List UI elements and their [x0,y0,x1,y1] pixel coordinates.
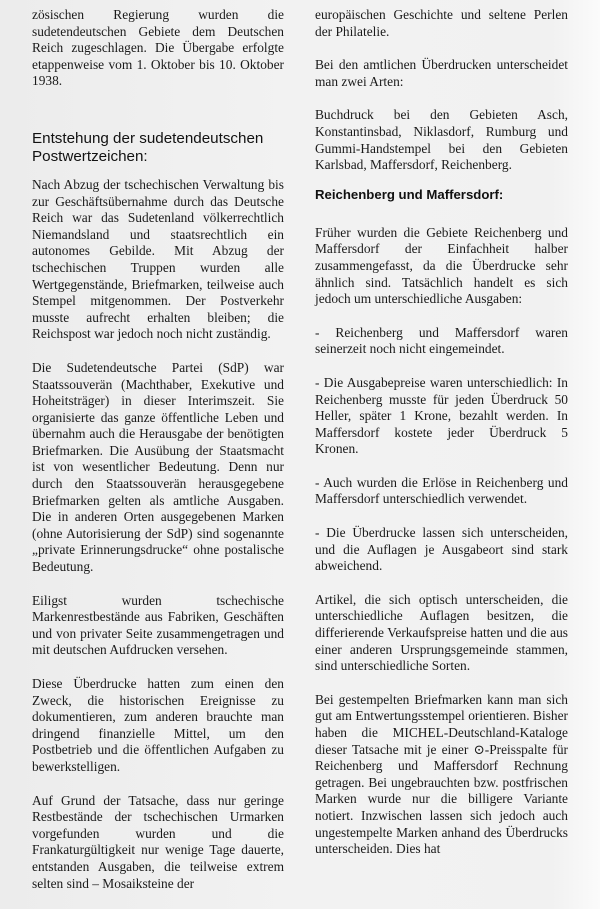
list-item: - Die Überdrucke lassen sich unterscheiden, und die Auflagen je Ausgabeort sind stark abweichend. [315,525,568,574]
paragraph: Die Sudetendeutsche Partei (SdP) war Staatssouverän (Machthaber, Exekutive und Hoheitsträger) in dieser Interimszeit. Sie organisierte das ganze öffentliche Leben und übernahm auch die Herausgabe der benötigten Briefmarken. Die Ausübung der Staatsmacht ist von wesentlicher Bedeutung. Denn nur durch den Staatssouverän herausgegebene Briefmarken gelten als amtliche Ausgaben. Die in anderen Orten ausgegebenen Marken (ohne Autorisierung der SdP) sind sogenannte „private Erinnerungsdrucke“ ohne postalische Bedeutung. [32,359,284,575]
paragraph: europäischen Geschichte und seltene Perlen der Philatelie. [315,7,568,39]
paragraph: Diese Überdrucke hatten zum einen den Zweck, die historischen Ereignisse zu dokumentieren, zum anderen brauchte man dringend finanzielle Mittel, um den Postbetrieb und die öffentlichen Aufgaben zu bewerkstelligen. [32,676,284,774]
paragraph: Bei gestempelten Briefmarken kann man sich gut am Entwertungsstempel orientieren. Bisher haben die MICHEL-Deutschland-Kataloge dieser Tatsache mit je einer ⊙-Preisspalte für Reichenberg und Maffersdorf Rechnung getragen. Bei ungebrauchten bzw. postfrischen Marken wurde nur die billigere Variante notiert. Inzwischen lassen sich jedoch auch ungestempelte Marken anhand des Überdrucks unterscheiden. Dies hat [315,691,568,857]
subheading: Reichenberg und Maffersdorf: [315,186,504,202]
paragraph: Nach Abzug der tschechischen Verwaltung bis zur Geschäftsübernahme durch das Deutsche Reich war das Sudetenland völkerrechtlich Niemandsland und staatsrechtlich ein autonomes Gebilde. Mit Abzug der tschechischen Truppen wurden alle Wertgegenstände, Briefmarken, teilweise auch Stempel mitgenommen. Der Postverkehr musste aufrecht erhalten bleiben; die Reichspost war jedoch noch nicht zuständig. [32,176,284,342]
list-item: - Reichenberg und Maffersdorf waren seinerzeit noch nicht eingemeindet. [315,324,568,357]
paragraph: Eiligst wurden tschechische Markenrestbestände aus Fabriken, Geschäften und von privater Seite zusammengetragen und mit deutschen Aufdrucken versehen. [32,592,284,658]
list-item: - Die Ausgabepreise waren unterschiedlich: In Reichenberg musste für jeden Überdruck 50 Heller, später 1 Krone, bezahlt werden. In Maffersdorf kostete jeder Überdruck 5 Kronen. [315,374,568,457]
right-column [315,0,568,875]
left-column [32,0,284,909]
paragraph: Auf Grund der Tatsache, dass nur geringe Restbestände der tschechischen Urmarken vorgefunden wurden und die Frankaturgültigkeit nur wenige Tage dauerte, entstanden Ausgaben, die teilweise extrem selten sind – Mosaiksteine der [32,792,284,891]
paragraph: Bei den amtlichen Überdrucken unterscheidet man zwei Arten: [315,57,568,89]
paragraph: Artikel, die sich optisch unterscheiden, die unterschiedliche Auflagen besitzen, die differierende Verkaufspreise hatten und die aus einer anderen Ursprungsgemeinde stammen, sind unterschiedliche Sorten. [315,591,568,674]
intro-paragraph: zösischen Regierung wurden die sudetendeutschen Gebiete dem Deutschen Reich zugeschlagen. Die Übergabe erfolgte etappenweise vom 1. Oktober bis 10. Oktober 1938. [32,7,284,89]
paragraph: Buchdruck bei den Gebieten Asch, Konstantinsbad, Niklasdorf, Rumburg und Gummi-Handstempel bei den Gebieten Karlsbad, Maffersdorf, Reichenberg. [315,107,568,173]
section-heading: Entstehung der sudetendeutschen Postwertzeichen: [32,129,264,165]
paragraph: Früher wurden die Gebiete Reichenberg und Maffersdorf der Einfachheit halber zusammengefasst, da die Überdrucke sehr ähnlich sind. Tatsächlich handelt es sich jedoch um unterschiedliche Ausgaben: [315,224,568,307]
list-item: - Auch wurden die Erlöse in Reichenberg und Maffersdorf unterschiedlich verwendet. [315,474,568,507]
